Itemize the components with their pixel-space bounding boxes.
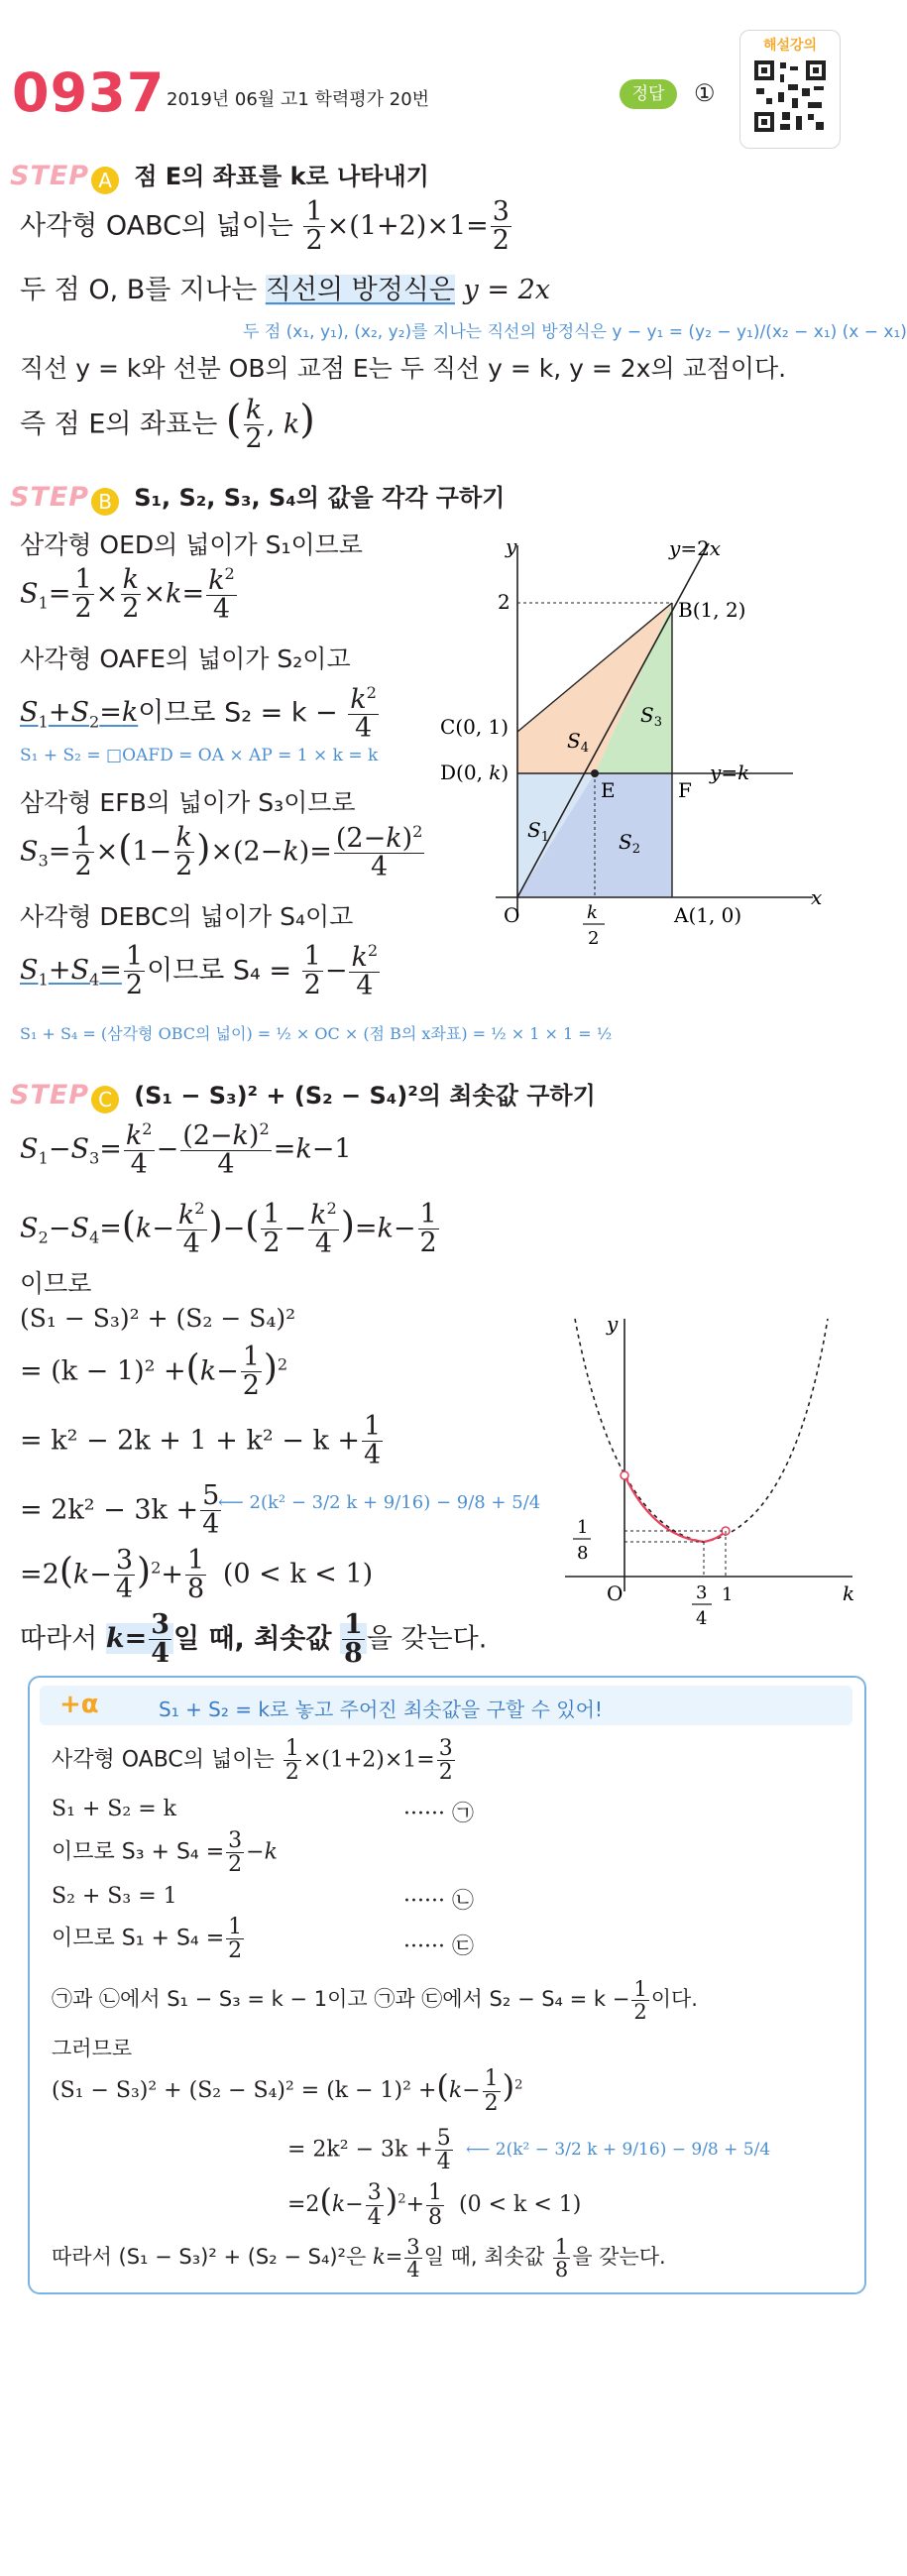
video-lecture-panel[interactable] <box>739 30 841 149</box>
problem-number: 0937 <box>12 61 166 124</box>
svg-text:S4: $S_4$ <box>567 729 589 756</box>
step-c-line-1: $S_1-S_3=$ $\frac{k^2}{4}$ − $\frac{(2-k)^2}{4}$ =k−1 <box>20 1119 352 1181</box>
plus-row-4: S₂ + S₃ = 1 ······ ㉡ <box>52 1884 474 1914</box>
step-a-letter: A <box>91 167 119 194</box>
qr-code-icon[interactable] <box>752 59 828 134</box>
step-b-letter: B <box>91 488 119 516</box>
svg-text:8: 8 <box>577 1543 589 1564</box>
svg-text:3: 3 <box>696 1582 708 1603</box>
svg-text:A(1, 0): A(1, 0) <box>674 903 742 927</box>
svg-text:S3: $S_3$ <box>640 703 662 730</box>
area-diagram <box>440 534 833 952</box>
plus-row-5: 이므로 S₁ + S₄ = $\frac{1}{2}$ ······ ㉢ <box>52 1915 474 1964</box>
svg-text:k: k <box>587 902 598 923</box>
svg-text:F: F <box>678 778 692 802</box>
step-c-conclusion: 따라서 k= $\frac{3}{4}$ 일 때, 최솟값 $\frac{1}{8}$ 을 갖는다. <box>20 1609 488 1670</box>
step-a-line-4: 즉 점 E의 좌표는 ( $\frac{k}{2}$ , k) <box>20 395 315 455</box>
step-a-line-2: 두 점 O, B를 지나는 직선의 방정식은 y = 2x <box>20 275 550 305</box>
svg-text:y=k: y=k <box>710 761 750 784</box>
step-c-line-sq: (S₁ − S₃)² + (S₂ − S₄)² <box>20 1304 296 1333</box>
step-b-line-1: 삼각형 OED의 넓이가 S₁이므로 <box>20 530 363 559</box>
step-b-line-2: $S_1=$ $\frac{1}{2}$ × $\frac{k}{2}$ ×k= $\frac{k^2}{4}$ <box>20 564 235 626</box>
step-c-line-d: =2(k− $\frac{3}{4}$ )$^2$+ $\frac{1}{8}$ (0 < k < 1) <box>20 1545 374 1605</box>
step-c-line-c: = 2k² − 3k + $\frac{5}{4}$ <box>20 1480 220 1541</box>
step-b-line-4: $S_1+S_2=k$이므로 S₂ = k − $\frac{k^2}{4}$ <box>20 683 377 745</box>
plus-alpha-icon: +α <box>59 1690 99 1719</box>
step-c-badge: STEP <box>10 1080 90 1111</box>
step-a-badge: STEP <box>10 161 90 191</box>
plus-row-3: 이므로 S₃ + S₄ = $\frac{3}{2}$ −k <box>52 1828 278 1878</box>
step-c-line-2: $S_2-S_4=(k-$ $\frac{k^2}{4}$ )−( $\frac{1}{2}$ − $\frac{k^2}{4}$ )=k− $\frac{1}{2}$ <box>20 1199 437 1260</box>
step-b-tip-2: S₁ + S₄ = (삼각형 OBC의 넓이) = ½ × OC × (점 B의 x좌표) = ½ × 1 × 1 = ½ <box>20 1024 613 1043</box>
problem-source: 2019년 06월 고1 학력평가 20번 <box>167 89 430 110</box>
plus-row-10: =2(k− $\frac{3}{4}$ )$^2$+ $\frac{1}{8}$ (0 < k < 1) <box>287 2180 582 2230</box>
plus-alpha-header <box>40 1686 852 1725</box>
plus-row-11: 따라서 (S₁ − S₃)² + (S₂ − S₄)²은 k= $\frac{3}{4}$ 일 때, 최솟값 $\frac{1}{8}$ 을 갖는다. <box>52 2235 666 2283</box>
step-c-imeuro: 이므로 <box>20 1269 92 1298</box>
answer-value: ① <box>694 79 716 107</box>
svg-text:B(1, 2): B(1, 2) <box>678 598 746 622</box>
step-b-line-8: $S_1+S_4=$ $\frac{1}{2}$ 이므로 S₄ = $\frac{1}{2}$ − $\frac{k^2}{4}$ <box>20 941 379 1002</box>
svg-text:S1: $S_1$ <box>527 818 549 845</box>
svg-text:1: 1 <box>577 1517 589 1538</box>
step-b-line-6: $S_3=$ $\frac{1}{2}$ ×(1− $\frac{k}{2}$ )×(2−k)= $\frac{(2-k)^2}{4}$ <box>20 822 423 883</box>
svg-text:4: 4 <box>696 1608 708 1629</box>
svg-text:2: 2 <box>498 590 510 614</box>
answer-badge <box>620 79 677 109</box>
step-a-tip: 두 점 (x₁, y₁), (x₂, y₂)를 지나는 직선의 방정식은 y − y₁ = (y₂ − y₁)/(x₂ − x₁) (x − x₁) <box>243 322 907 342</box>
svg-text:x: x <box>811 885 823 909</box>
plus-alpha-heading: S₁ + S₂ = k로 놓고 주어진 최솟값을 구할 수 있어! <box>159 1698 603 1721</box>
plus-row-9-tip: ⟵ 2(k² − 3/2 k + 9/16) − 9/8 + 5/4 <box>466 2140 771 2160</box>
svg-text:k: k <box>843 1581 855 1605</box>
svg-text:y: y <box>607 1312 619 1336</box>
svg-text:D(0, k): D(0, k) <box>440 761 510 784</box>
svg-text:O: O <box>607 1581 624 1605</box>
plus-row-2: S₁ + S₂ = k ······ ㉠ <box>52 1797 474 1826</box>
step-b-badge: STEP <box>10 482 90 513</box>
svg-text:y: y <box>506 534 517 558</box>
step-b-line-7: 사각형 DEBC의 넓이가 S₄이고 <box>20 902 354 931</box>
step-b-title: S₁, S₂, S₃, S₄의 값을 각각 구하기 <box>134 484 506 512</box>
video-lecture-label: 해설강의 <box>762 38 818 54</box>
svg-text:1: 1 <box>722 1584 734 1605</box>
svg-text:O: O <box>504 903 520 927</box>
step-c-letter: C <box>91 1086 119 1113</box>
svg-text:2: 2 <box>588 928 600 949</box>
step-a-title: 점 E의 좌표를 k로 나타내기 <box>134 163 429 190</box>
step-a-heading <box>10 157 429 194</box>
step-b-line-3: 사각형 OAFE의 넓이가 S₂이고 <box>20 644 351 673</box>
step-a-line-1: 사각형 OABC의 넓이는 $\frac{1}{2}$ ×(1+2)×1= $\frac{3}{2}$ <box>20 196 510 257</box>
svg-text:S2: $S_2$ <box>619 830 640 857</box>
step-c-line-b: = k² − 2k + 1 + k² − k + $\frac{1}{4}$ <box>20 1411 382 1471</box>
svg-text:C(0, 1): C(0, 1) <box>440 715 510 739</box>
step-b-heading <box>10 478 505 516</box>
svg-text:E: E <box>601 778 616 802</box>
step-c-line-c-tip: ⟵ 2(k² − 3/2 k + 9/16) − 9/8 + 5/4 <box>218 1492 541 1513</box>
parabola-graph <box>545 1309 872 1636</box>
line-equation-highlight: 직선의 방정식은 <box>265 275 455 305</box>
step-c-title: (S₁ − S₃)² + (S₂ − S₄)²의 최솟값 구하기 <box>134 1082 596 1110</box>
plus-row-8: (S₁ − S₃)² + (S₂ − S₄)² = (k − 1)² +(k− $\frac{1}{2}$ )$^2$ <box>52 2066 523 2116</box>
step-b-tip-1: S₁ + S₂ = □OAFD = OA × AP = 1 × k = k <box>20 746 379 765</box>
plus-row-1: 사각형 OABC의 넓이는 $\frac{1}{2}$ ×(1+2)×1= $\frac{3}{2}$ <box>52 1736 453 1786</box>
plus-row-7: 그러므로 <box>52 2037 133 2060</box>
step-c-heading <box>10 1076 596 1113</box>
svg-text:y=2x: y=2x <box>669 536 722 560</box>
plus-row-9: = 2k² − 3k + $\frac{5}{4}$ <box>287 2126 451 2175</box>
step-c-line-a: = (k − 1)² +(k− $\frac{1}{2}$ )$^2$ <box>20 1342 288 1402</box>
plus-row-6: ㉠과 ㉡에서 S₁ − S₃ = k − 1이고 ㉠과 ㉢에서 S₂ − S₄ = k − $\frac{1}{2}$ 이다. <box>52 1977 698 2025</box>
answer-badge-label: 정답 <box>631 84 665 104</box>
step-a-line-3: 직선 y = k와 선분 OB의 교점 E는 두 직선 y = k, y = 2x의 교점이다. <box>20 354 787 383</box>
step-b-line-5: 삼각형 EFB의 넓이가 S₃이므로 <box>20 788 356 817</box>
